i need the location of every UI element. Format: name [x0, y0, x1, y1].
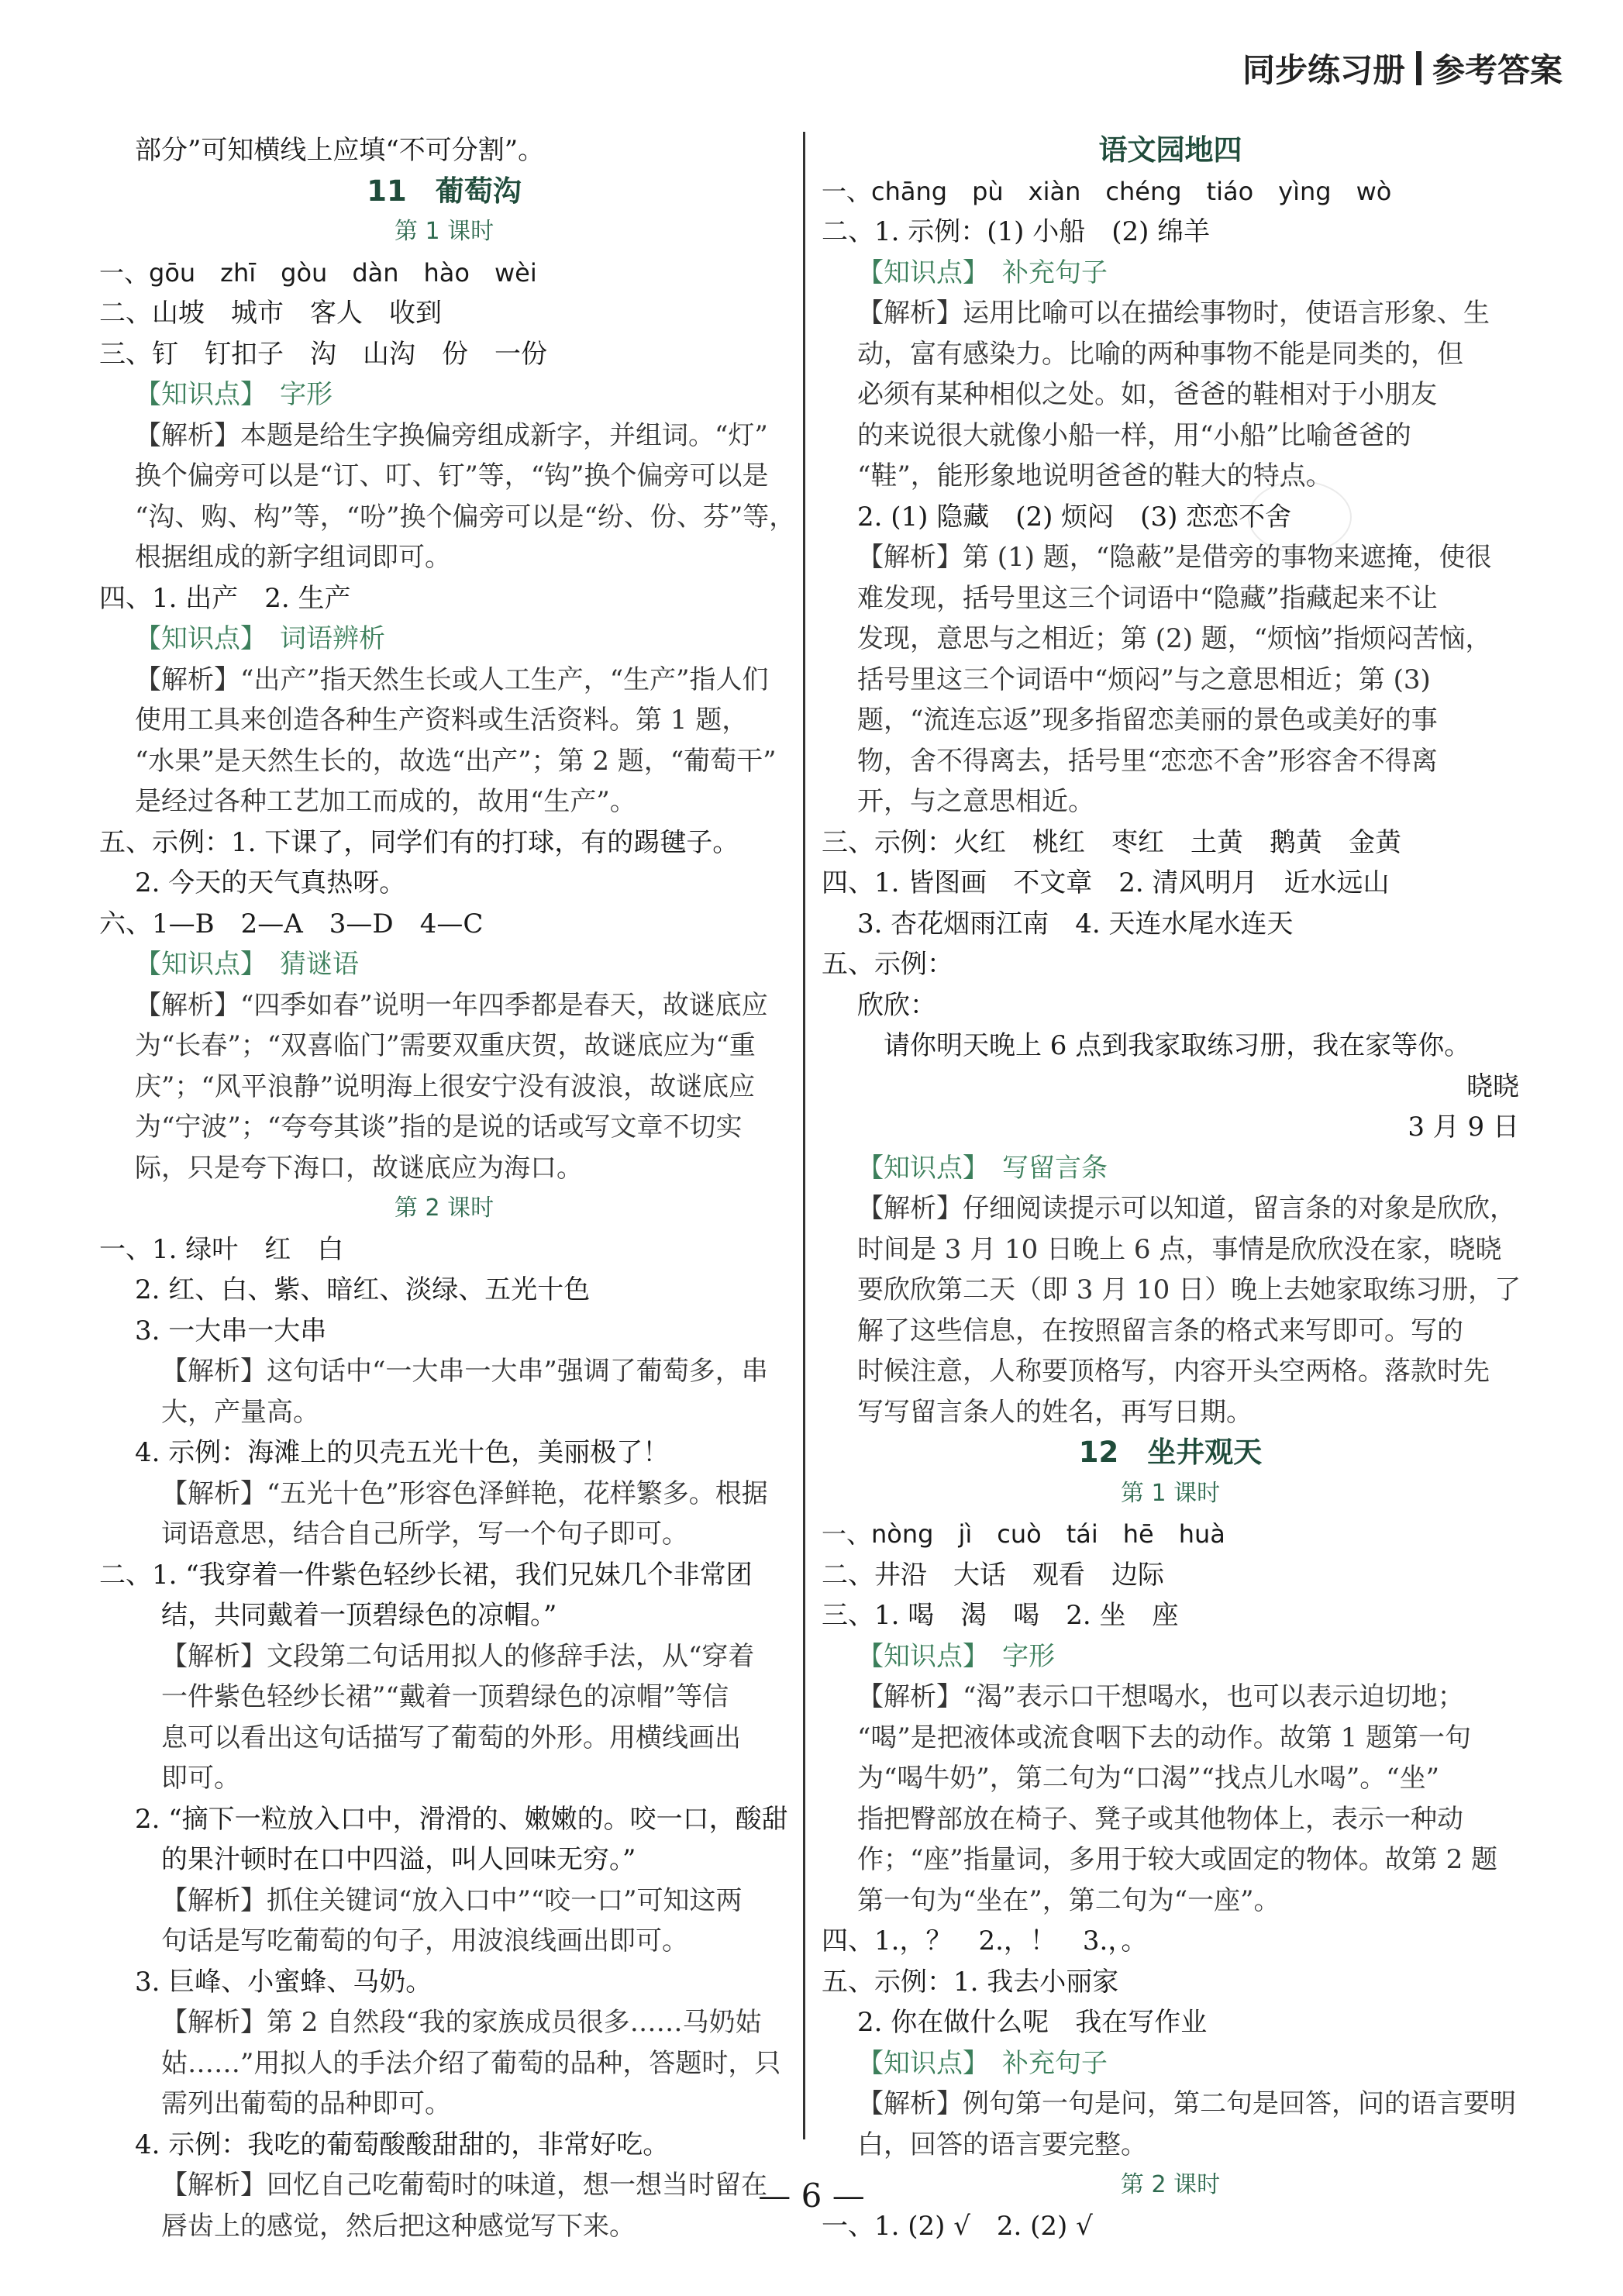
- text-line: 第 1 课时: [1120, 1479, 1221, 1507]
- page-header: [1242, 45, 1563, 91]
- text-line: 作；“座”指量词，多用于较大或固定的物体。故第 2 题: [857, 1844, 1498, 1875]
- text-line: 为“喝牛奶”，第二句为“口渴”“找点儿水喝”。“坐”: [857, 1763, 1440, 1794]
- text-line: 五、示例：1. 我去小丽家: [822, 1966, 1119, 1998]
- text-line: 唇齿上的感觉，然后把这种感觉写下来。: [161, 2210, 636, 2242]
- text-line: 三、钉 钉扣子 沟 山沟 份 一份: [99, 338, 547, 370]
- text-line: 第 2 课时: [1120, 2171, 1221, 2198]
- book-title: 同步练习册: [1242, 51, 1405, 89]
- text-line: 欣欣：: [857, 989, 936, 1021]
- text-line: 物，舍不得离去，括号里“恋恋不舍”形容舍不得离: [857, 745, 1438, 777]
- text-line: 的果汁顿时在口中四溢，叫人回味无穷。”: [161, 1844, 636, 1875]
- text-line: 11 葡萄沟: [367, 174, 522, 208]
- text-line: 的来说很大就像小船一样，用“小船”比喻爸爸的: [857, 419, 1411, 451]
- text-line: 【知识点】 词语辨析: [135, 623, 385, 654]
- text-line: 4. 示例：我吃的葡萄酸酸甜甜的，非常好吃。: [135, 2129, 670, 2160]
- text-line: 2. 今天的天气真热呀。: [135, 867, 406, 898]
- text-line: 12 坐井观天: [1078, 1436, 1263, 1469]
- text-line: 【知识点】 字形: [857, 1640, 1055, 1672]
- text-line: 动，富有感染力。比喻的两种事物不能是同类的，但: [857, 338, 1463, 370]
- text-line: 【解析】第 (1) 题，“隐蔽”是借旁的事物来遮掩，使很: [857, 542, 1492, 573]
- page-number: — 6 —: [758, 2177, 865, 2215]
- text-line: “鞋”，能形象地说明爸爸的鞋大的特点。: [857, 460, 1332, 491]
- text-line: “喝”是把液体或流食咽下去的动作。故第 1 题第一句: [857, 1722, 1472, 1753]
- text-line: 为“宁波”；“夸夸其谈”指的是说的话或写文章不切实: [135, 1112, 743, 1143]
- text-line: 【知识点】 猜谜语: [135, 949, 359, 980]
- text-line: 时候注意，人称要顶格写，内容开头空两格。落款时先: [857, 1356, 1490, 1387]
- text-line: 【解析】本题是给生字换偏旁组成新字，并组词。“灯”: [135, 419, 768, 451]
- text-line: “水果”是天然生长的，故选“出产”；第 2 题，“葡萄干”: [135, 745, 777, 777]
- text-line: 五、示例：1. 下课了，同学们有的打球，有的踢毽子。: [99, 826, 739, 858]
- text-line: 姑……”用拟人的手法介绍了葡萄的品种，答题时，只: [161, 2047, 781, 2079]
- text-line: 晓晓: [1466, 1070, 1519, 1102]
- text-line: 六、1—B 2—A 3—D 4—C: [99, 908, 484, 939]
- text-line: 际，只是夸下海口，故谜底应为海口。: [135, 1152, 583, 1184]
- text-line: 四、1. 皆图画 不文章 2. 清风明月 近水远山: [822, 867, 1390, 898]
- text-line: 请你明天晚上 6 点到我家取练习册，我在家等你。: [884, 1030, 1471, 1061]
- text-line: 句话是写吃葡萄的句子，用波浪线画出即可。: [161, 1925, 688, 1956]
- text-line: 发现，意思与之相近；第 (2) 题，“烦恼”指烦闷苦恼，: [857, 623, 1492, 654]
- text-line: 3. 巨峰、小蜜蜂、马奶。: [135, 1966, 432, 1998]
- text-line: “沟、购、构”等，“吩”换个偏旁可以是“纷、份、芬”等，: [135, 501, 796, 533]
- text-line: 必须有某种相似之处。如，爸爸的鞋相对于小朋友: [857, 379, 1437, 410]
- text-line: 一、gōu zhī gòu dàn hào wèi: [99, 257, 537, 288]
- text-line: 【解析】抓住关键词“放入口中”“咬一口”可知这两: [161, 1884, 743, 1916]
- text-line: 括号里这三个词语中“烦闷”与之意思相近；第 (3): [857, 664, 1431, 695]
- text-line: 题，“流连忘返”现多指留恋美丽的景色或美好的事: [857, 705, 1438, 736]
- text-line: 【解析】例句第一句是问，第二句是回答，问的语言要明: [857, 2088, 1516, 2119]
- book-subtitle: 参考答案: [1432, 51, 1563, 89]
- text-line: 【知识点】 补充句子: [857, 257, 1108, 288]
- text-line: 2. (1) 隐藏 (2) 烦闷 (3) 恋恋不舍: [857, 501, 1292, 533]
- text-line: 【解析】“出产”指天然生长或人工生产，“生产”指人们: [135, 664, 769, 695]
- text-line: 指把臀部放在椅子、凳子或其他物体上，表示一种动: [857, 1803, 1463, 1835]
- text-line: 4. 示例：海滩上的贝壳五光十色，美丽极了！: [135, 1437, 670, 1468]
- text-line: 一、1. (2) √ 2. (2) √: [822, 2210, 1093, 2242]
- text-line: 【解析】“四季如春”说明一年四季都是春天，故谜底应: [135, 989, 768, 1021]
- text-line: 五、示例：: [822, 949, 953, 980]
- text-line: 写写留言条人的姓名，再写日期。: [857, 1396, 1253, 1428]
- text-line: 【解析】这句话中“一大串一大串”强调了葡萄多，串: [161, 1356, 768, 1387]
- text-line: 二、山坡 城市 客人 收到: [99, 298, 442, 329]
- text-line: 使用工具来创造各种生产资料或生活资料。第 1 题，: [135, 705, 749, 736]
- text-line: 四、1. 出产 2. 生产: [99, 582, 351, 614]
- text-line: 2. “摘下一粒放入口中，滑滑的、嫩嫩的。咬一口，酸甜: [135, 1803, 788, 1835]
- text-line: 【解析】“渴”表示口干想喝水，也可以表示迫切地；: [857, 1681, 1464, 1712]
- text-line: 四、1.，？ 2.，！ 3.，。: [822, 1925, 1148, 1956]
- text-line: 第 1 课时: [394, 218, 494, 245]
- text-line: 【解析】“五光十色”形容色泽鲜艳，花样繁多。根据: [161, 1477, 768, 1509]
- text-line: 换个偏旁可以是“订、叮、钉”等，“钩”换个偏旁可以是: [135, 460, 769, 491]
- right-column: [822, 130, 1519, 2246]
- text-line: 息可以看出这句话描写了葡萄的外形。用横线画出: [161, 1722, 741, 1753]
- text-line: 一、chāng pù xiàn chéng tiáo yìng wò: [822, 176, 1392, 206]
- left-column: [99, 130, 796, 2246]
- text-line: 【解析】运用比喻可以在描绘事物时，使语言形象、生: [857, 298, 1490, 329]
- column-divider: [803, 132, 805, 2139]
- text-line: 是经过各种工艺加工而成的，故用“生产”。: [135, 786, 636, 817]
- text-line: 2. 你在做什么呢 我在写作业: [857, 2007, 1208, 2038]
- text-line: 解了这些信息，在按照留言条的格式来写即可。写的: [857, 1315, 1463, 1346]
- text-line: 【解析】仔细阅读提示可以知道，留言条的对象是欣欣，: [857, 1193, 1516, 1224]
- text-line: 需列出葡萄的品种即可。: [161, 2088, 451, 2119]
- text-line: 【解析】回忆自己吃葡萄时的味道，想一想当时留在: [161, 2170, 767, 2201]
- text-line: 部分”可知横线上应填“不可分割”。: [135, 135, 545, 166]
- text-line: 【解析】第 2 自然段“我的家族成员很多……马奶姑: [161, 2007, 762, 2038]
- text-line: 根据组成的新字组词即可。: [135, 542, 451, 573]
- text-line: 三、示例：火红 桃红 枣红 土黄 鹅黄 金黄: [822, 826, 1401, 858]
- text-line: 一件紫色轻纱长裙”“戴着一顶碧绿色的凉帽”等信: [161, 1681, 729, 1712]
- text-line: 3 月 9 日: [1408, 1112, 1519, 1143]
- text-line: 一、1. 绿叶 红 白: [99, 1233, 344, 1265]
- text-line: 即可。: [161, 1763, 240, 1794]
- text-line: 三、1. 喝 渴 喝 2. 坐 座: [822, 1600, 1179, 1631]
- text-line: 2. 红、白、紫、暗红、淡绿、五光十色: [135, 1274, 591, 1305]
- text-line: 难发现，括号里这三个词语中“隐藏”指藏起来不让: [857, 582, 1438, 614]
- text-line: 开，与之意思相近。: [857, 786, 1094, 817]
- text-line: 第 2 课时: [394, 1195, 494, 1222]
- text-line: 3. 一大串一大串: [135, 1315, 327, 1346]
- text-line: 时间是 3 月 10 日晚上 6 点，事情是欣欣没在家，晓晓: [857, 1233, 1502, 1265]
- text-line: 庆”；“风平浪静”说明海上很安宁没有波浪，故谜底应: [135, 1070, 756, 1102]
- text-line: 词语意思，结合自己所学，写一个句子即可。: [161, 1519, 688, 1550]
- header-separator: [1416, 51, 1421, 85]
- text-line: 【知识点】 写留言条: [857, 1152, 1108, 1184]
- text-line: 语文园地四: [1098, 133, 1242, 167]
- text-line: 3. 杏花烟雨江南 4. 天连水尾水连天: [857, 908, 1294, 939]
- text-line: 二、井沿 大话 观看 边际: [822, 1559, 1164, 1591]
- text-line: 一、nòng jì cuò tái hē huà: [822, 1519, 1225, 1549]
- text-line: 要欣欣第二天（即 3 月 10 日）晚上去她家取练习册，了: [857, 1274, 1521, 1305]
- text-line: 白，回答的语言要完整。: [857, 2129, 1147, 2160]
- text-line: 结，共同戴着一顶碧绿色的凉帽。”: [161, 1600, 557, 1631]
- text-line: 二、1. “我穿着一件紫色轻纱长裙，我们兄妹几个非常团: [99, 1559, 753, 1591]
- text-line: 为“长春”；“双喜临门”需要双重庆贺，故谜底应为“重: [135, 1030, 756, 1061]
- text-line: 二、1. 示例：(1) 小船 (2) 绵羊: [822, 216, 1211, 247]
- text-line: 【知识点】 补充句子: [857, 2047, 1108, 2079]
- text-line: 【解析】文段第二句话用拟人的修辞手法，从“穿着: [161, 1640, 755, 1672]
- text-line: 大，产量高。: [161, 1396, 319, 1428]
- text-line: 第一句为“坐在”，第二句为“一座”。: [857, 1884, 1280, 1916]
- text-line: 【知识点】 字形: [135, 379, 333, 410]
